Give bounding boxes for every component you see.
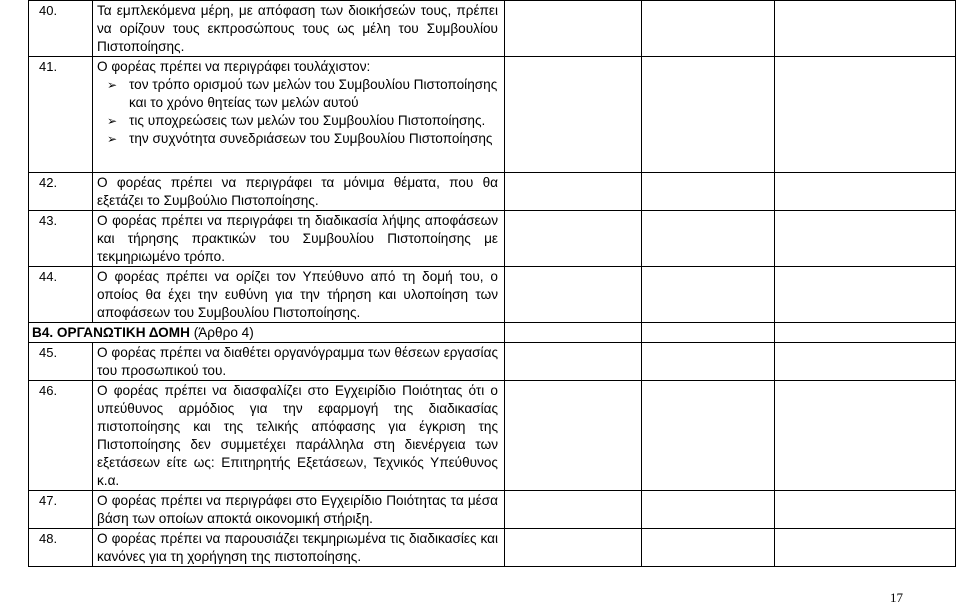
bullet-list (97, 76, 498, 148)
item-text: Ο φορέας πρέπει να περιγράφει τουλάχιστον: (97, 59, 371, 74)
empty-cell (775, 323, 956, 343)
item-text: Ο φορέας πρέπει να ορίζει τον Υπεύθυνο από τη δομή του, ο οποίος θα έχει την ευθύνη για την τήρηση και υλοποίηση των αποφάσεων του Συμβουλίου Πιστοποίησης. (93, 267, 505, 323)
section-article-ref: (Άρθρο 4) (193, 325, 254, 340)
page-number: 17 (890, 590, 903, 605)
empty-cell (505, 1, 642, 57)
item-text: Ο φορέας πρέπει να περιγράφει στο Εγχειρίδιο Ποιότητας τα μέσα βάση των οποίων αποκτά οικονομική στήριξη. (93, 491, 505, 529)
table-row (29, 1, 956, 57)
checklist-table (28, 0, 956, 567)
arrowhead-right-icon: ➢ (107, 114, 118, 128)
empty-cell (642, 267, 775, 323)
item-text: Τα εμπλεκόμενα μέρη, με απόφαση των διοικήσεών τους, πρέπει να ορίζουν τους εκπροσώπους τους ως μέλη του Συμβουλίου Πιστοποίησης. (93, 1, 505, 57)
empty-cell (642, 323, 775, 343)
item-text: Ο φορέας πρέπει να περιγράφει τη διαδικασία λήψης αποφάσεων και τήρησης πρακτικών του Συμβουλίου Πιστοποίησης με τεκμηριωμένο τρόπο. (93, 211, 505, 267)
item-number: 47. (29, 491, 93, 529)
list-item-text: τον τρόπο ορισμού των μελών του Συμβουλίου Πιστοποίησης και το χρόνο θητείας των μελών αυτού (129, 77, 498, 110)
empty-cell (642, 343, 775, 381)
item-number: 42. (29, 173, 93, 211)
empty-cell (505, 267, 642, 323)
list-item-text: την συχνότητα συνεδριάσεων του Συμβουλίου Πιστοποίησης (129, 131, 493, 146)
list-item (107, 76, 498, 112)
empty-cell (505, 57, 642, 173)
arrowhead-right-icon: ➢ (107, 132, 118, 146)
table-row (29, 491, 956, 529)
empty-cell (642, 491, 775, 529)
table-row (29, 211, 956, 267)
empty-cell (505, 323, 642, 343)
item-text-cell (93, 57, 505, 173)
section-header-row (29, 323, 956, 343)
table-row (29, 381, 956, 491)
empty-cell (775, 381, 956, 491)
list-item (107, 130, 498, 148)
table-row (29, 57, 956, 173)
item-number: 43. (29, 211, 93, 267)
empty-cell (505, 529, 642, 567)
section-title (29, 323, 505, 343)
item-number: 44. (29, 267, 93, 323)
item-number: 45. (29, 343, 93, 381)
empty-cell (642, 211, 775, 267)
empty-cell (775, 57, 956, 173)
empty-cell (775, 267, 956, 323)
list-item-text: τις υποχρεώσεις των μελών του Συμβουλίου Πιστοποίησης. (129, 113, 486, 128)
empty-cell (775, 491, 956, 529)
item-number: 40. (29, 1, 93, 57)
empty-cell (642, 529, 775, 567)
empty-cell (505, 173, 642, 211)
empty-cell (775, 1, 956, 57)
item-number: 46. (29, 381, 93, 491)
list-item (107, 112, 498, 130)
item-text: Ο φορέας πρέπει να διασφαλίζει στο Εγχειρίδιο Ποιότητας ότι ο υπεύθυνος αρμόδιος για την εφαρμογή της διαδικασίας πιστοποίησης και της τελικής απόφασης για έγκριση της Πιστοποίησης δεν συμμετέχει παράλληλα στη διενέργεια των εξετάσεων είτε ως: Επιτηρητής Εξετάσεων, Τεχνικός Υπεύθυνος κ.α. (93, 381, 505, 491)
item-text: Ο φορέας πρέπει να διαθέτει οργανόγραμμα των θέσεων εργασίας του προσωπικού του. (93, 343, 505, 381)
empty-cell (505, 491, 642, 529)
empty-cell (505, 381, 642, 491)
item-number: 48. (29, 529, 93, 567)
item-text: Ο φορέας πρέπει να περιγράφει τα μόνιμα θέματα, που θα εξετάζει το Συμβούλιο Πιστοποίησης. (93, 173, 505, 211)
table-row (29, 529, 956, 567)
table-row (29, 343, 956, 381)
item-number: 41. (29, 57, 93, 173)
item-text: Ο φορέας πρέπει να παρουσιάζει τεκμηριωμένα τις διαδικασίες και κανόνες για τη χορήγηση της πιστοποίησης. (93, 529, 505, 567)
empty-cell (642, 381, 775, 491)
empty-cell (505, 211, 642, 267)
empty-cell (505, 343, 642, 381)
empty-cell (775, 211, 956, 267)
empty-cell (642, 173, 775, 211)
empty-cell (775, 529, 956, 567)
table-row (29, 267, 956, 323)
empty-cell (642, 57, 775, 173)
table-row (29, 173, 956, 211)
section-title-text: Β4. ΟΡΓΑΝΩΤΙΚΗ ΔΟΜΗ (32, 325, 194, 340)
empty-cell (775, 173, 956, 211)
empty-cell (775, 343, 956, 381)
empty-cell (642, 1, 775, 57)
arrowhead-right-icon: ➢ (107, 78, 118, 92)
